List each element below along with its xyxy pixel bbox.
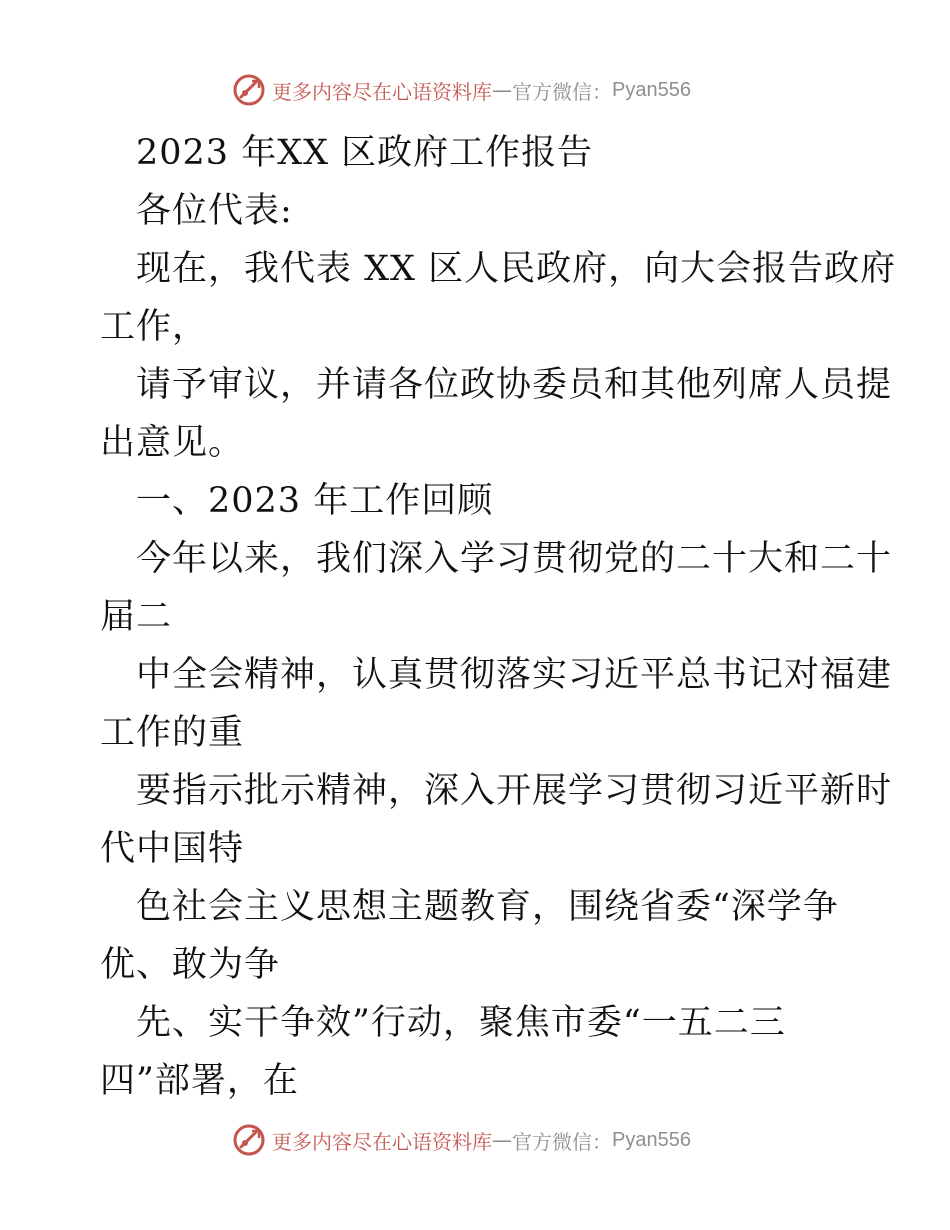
body-line: 要指示批示精神，深入开展学习贯彻习近平新时 <box>136 771 893 811</box>
wechat-id: Pyan556 <box>612 1128 691 1151</box>
document-body <box>100 124 897 1110</box>
body-line: 现在，我代表 XX 区人民政府，向大会报告政府 <box>136 249 897 289</box>
body-lines <box>100 240 897 1110</box>
banner-dash: — <box>492 1128 512 1152</box>
body-line: 先、实干争效”行动，聚焦市委“一五二三 <box>136 1003 786 1043</box>
logo-icon <box>232 1123 266 1157</box>
body-line: 届二 <box>100 597 173 637</box>
body-line: 色社会主义思想主题教育，围绕省委“深学争 <box>136 887 839 927</box>
body-line: 一、2023 年工作回顾 <box>136 481 494 521</box>
wechat-id: Pyan556 <box>612 78 691 101</box>
salutation: 各位代表: <box>136 191 293 231</box>
body-line: 工作的重 <box>100 713 245 753</box>
body-line: 出意见。 <box>100 423 245 463</box>
body-line: 优、敢为争 <box>100 945 281 985</box>
wechat-label: 官方微信： <box>512 1129 612 1154</box>
body-line: 请予审议，并请各位政协委员和其他列席人员提 <box>136 365 893 405</box>
body-line: 中全会精神，认真贯彻落实习近平总书记对福建 <box>136 655 893 695</box>
document-title: 2023 年XX 区政府工作报告 <box>136 133 594 173</box>
footer-banner <box>232 1120 752 1160</box>
header-banner <box>232 70 752 110</box>
wechat-label: 官方微信： <box>512 79 612 104</box>
body-line: 今年以来，我们深入学习贯彻党的二十大和二十 <box>136 539 893 579</box>
promo-text: 更多内容尽在心语资料库 <box>272 1129 492 1154</box>
promo-text: 更多内容尽在心语资料库 <box>272 79 492 104</box>
body-line: 代中国特 <box>100 829 245 869</box>
logo-icon <box>232 73 266 107</box>
body-line: 工作， <box>100 307 209 347</box>
banner-dash: — <box>492 78 512 102</box>
body-line: 四”部署，在 <box>100 1061 299 1101</box>
